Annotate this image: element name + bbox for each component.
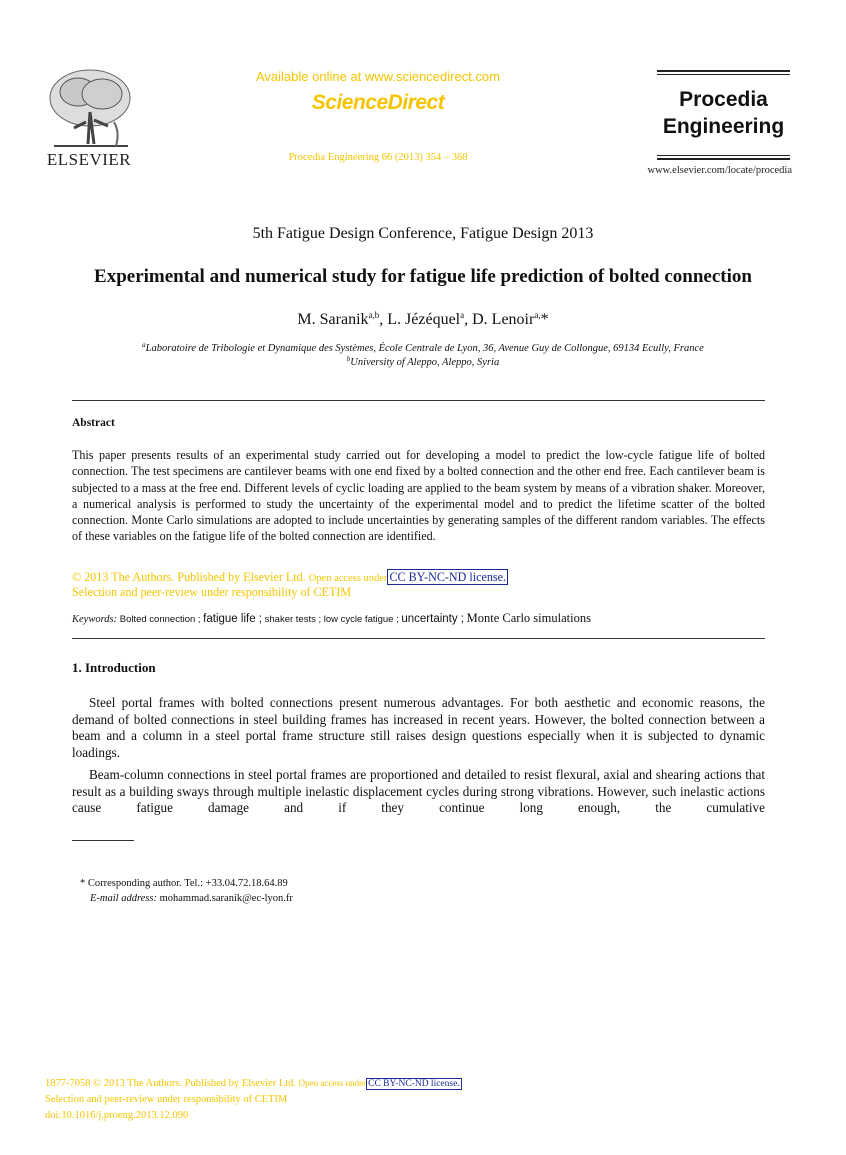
license-link[interactable] bbox=[387, 569, 508, 585]
keyword: uncertainty ; bbox=[401, 613, 465, 625]
footer-issn bbox=[45, 1078, 462, 1089]
sciencedirect-logo: ScienceDirect bbox=[311, 91, 445, 114]
abstract-bottom-rule bbox=[72, 638, 765, 639]
keywords bbox=[72, 611, 765, 626]
footer-license-link[interactable] bbox=[366, 1078, 462, 1089]
footer-doi[interactable]: doi:10.1016/j.proeng.2013.12.090 bbox=[45, 1110, 189, 1121]
affiliation-b bbox=[0, 357, 846, 368]
author-sep: , bbox=[464, 311, 473, 328]
journal-rule-bottom bbox=[657, 155, 790, 156]
author-affil: a,b bbox=[368, 310, 380, 320]
journal-rule-bottom-2 bbox=[657, 158, 790, 160]
email-label: E-mail address: bbox=[90, 893, 157, 904]
available-online[interactable]: Available online at www.sciencedirect.com bbox=[256, 69, 500, 84]
footer-license-text: CC BY-NC-ND license. bbox=[368, 1079, 460, 1089]
section-heading: 1. Introduction bbox=[72, 660, 156, 675]
journal-name-line1: Procedia bbox=[679, 88, 768, 111]
author-name: L. Jézéquel bbox=[387, 311, 461, 328]
email-address[interactable]: mohammad.saranik@ec-lyon.fr bbox=[159, 893, 293, 904]
author-affil: a bbox=[460, 310, 465, 320]
author-affil: a, bbox=[534, 310, 541, 320]
footer-peer-review: Selection and peer-review under responsibility of CETIM bbox=[45, 1094, 288, 1105]
affiliation-a bbox=[0, 343, 846, 354]
keyword: Bolted connection ; bbox=[119, 614, 201, 625]
elsevier-wordmark: ELSEVIER bbox=[46, 150, 132, 169]
footnote-email bbox=[90, 893, 293, 904]
citation: Procedia Engineering 66 (2013) 354 – 368 bbox=[288, 152, 468, 163]
license-text: CC BY-NC-ND license. bbox=[389, 570, 507, 584]
affil-mark: b bbox=[346, 355, 351, 363]
copyright-text: © 2013 The Authors. Published by Elsevier Ltd. bbox=[72, 570, 306, 584]
conference-name: 5th Fatigue Design Conference, Fatigue Design 2013 bbox=[252, 225, 594, 242]
keyword: low cycle fatigue ; bbox=[323, 614, 399, 625]
footnote-rule bbox=[72, 840, 134, 841]
author-sep: , bbox=[379, 311, 388, 328]
elsevier-tree-icon bbox=[34, 62, 146, 154]
journal-name-line2: Engineering bbox=[662, 115, 785, 138]
intro-paragraph-1: Steel portal frames with bolted connections present numerous advantages. For both aesthetic and economic reasons, the demand of bolted connections in steel building frames has increased in recent years. However, the bolted connection between a beam and a column in a steel portal frame structure still raises design questions especially when it is subjected to dynamic loadings. bbox=[72, 695, 765, 760]
footer-copyright: 1877-7058 © 2013 The Authors. Published by Elsevier Ltd. bbox=[45, 1078, 297, 1089]
affil-mark: a bbox=[142, 341, 146, 349]
affil-text: University of Aleppo, Aleppo, Syria bbox=[350, 357, 500, 368]
keywords-label: Keywords: bbox=[72, 614, 118, 625]
open-access-text: Open access under bbox=[308, 573, 388, 584]
journal-url[interactable]: www.elsevier.com/locate/procedia bbox=[647, 165, 792, 176]
journal-logo bbox=[657, 70, 790, 162]
corresponding-star: * bbox=[540, 311, 549, 328]
footnote-corresponding: * Corresponding author. Tel.: +33.04.72.18.64.89 bbox=[80, 878, 288, 889]
elsevier-logo bbox=[34, 62, 146, 170]
journal-rule-top-2 bbox=[657, 74, 790, 75]
intro-paragraph-2: Beam-column connections in steel portal frames are proportioned and detailed to resist flexural, axial and shearing actions that result as a building sways through multiple inelastic displacement cycles during strong vibrations. However, such inelastic actions cause fatigue damage and if they continue long enough, the cumulative bbox=[72, 767, 765, 816]
author-list bbox=[0, 311, 846, 329]
abstract-top-rule bbox=[72, 400, 765, 401]
affil-text: Laboratoire de Tribologie et Dynamique des Systèmes, École Centrale de Lyon, 36, Avenue Guy de Collongue, 69134 Ecully, France bbox=[145, 343, 704, 354]
author-name: D. Lenoir bbox=[472, 311, 535, 328]
abstract-peer-review: Selection and peer-review under responsibility of CETIM bbox=[72, 585, 352, 599]
keyword: shaker tests ; bbox=[264, 614, 322, 625]
keyword: Monte Carlo simulations bbox=[466, 611, 591, 625]
paper-title: Experimental and numerical study for fatigue life prediction of bolted connection bbox=[94, 266, 752, 287]
journal-rule-top bbox=[657, 70, 790, 72]
abstract-body: This paper presents results of an experimental study carried out for developing a model to predict the low-cycle fatigue life of bolted connection. The test specimens are cantilever beams with one end fixed by a bolted connection and the other end free. Each cantilever beam is subjected to a mass at the free end. Different levels of cyclic loading are applied to the beam system by means of a vibration shaker. Moreover, a numerical analysis is performed to study the uncertainty of the experimental model and to predict the lifetime scatter of the bolted connection. Monte Carlo simulations are adopted to include uncertainties by generating samples of the different random variables. The effects of these variables on the fatigue life of the bolted connection are identified. bbox=[72, 448, 765, 544]
abstract-heading: Abstract bbox=[72, 417, 115, 429]
footer-open-access: Open access under bbox=[298, 1078, 367, 1088]
author-name: M. Saranik bbox=[297, 311, 369, 328]
abstract-copyright bbox=[72, 570, 765, 586]
keyword: fatigue life ; bbox=[203, 613, 262, 625]
